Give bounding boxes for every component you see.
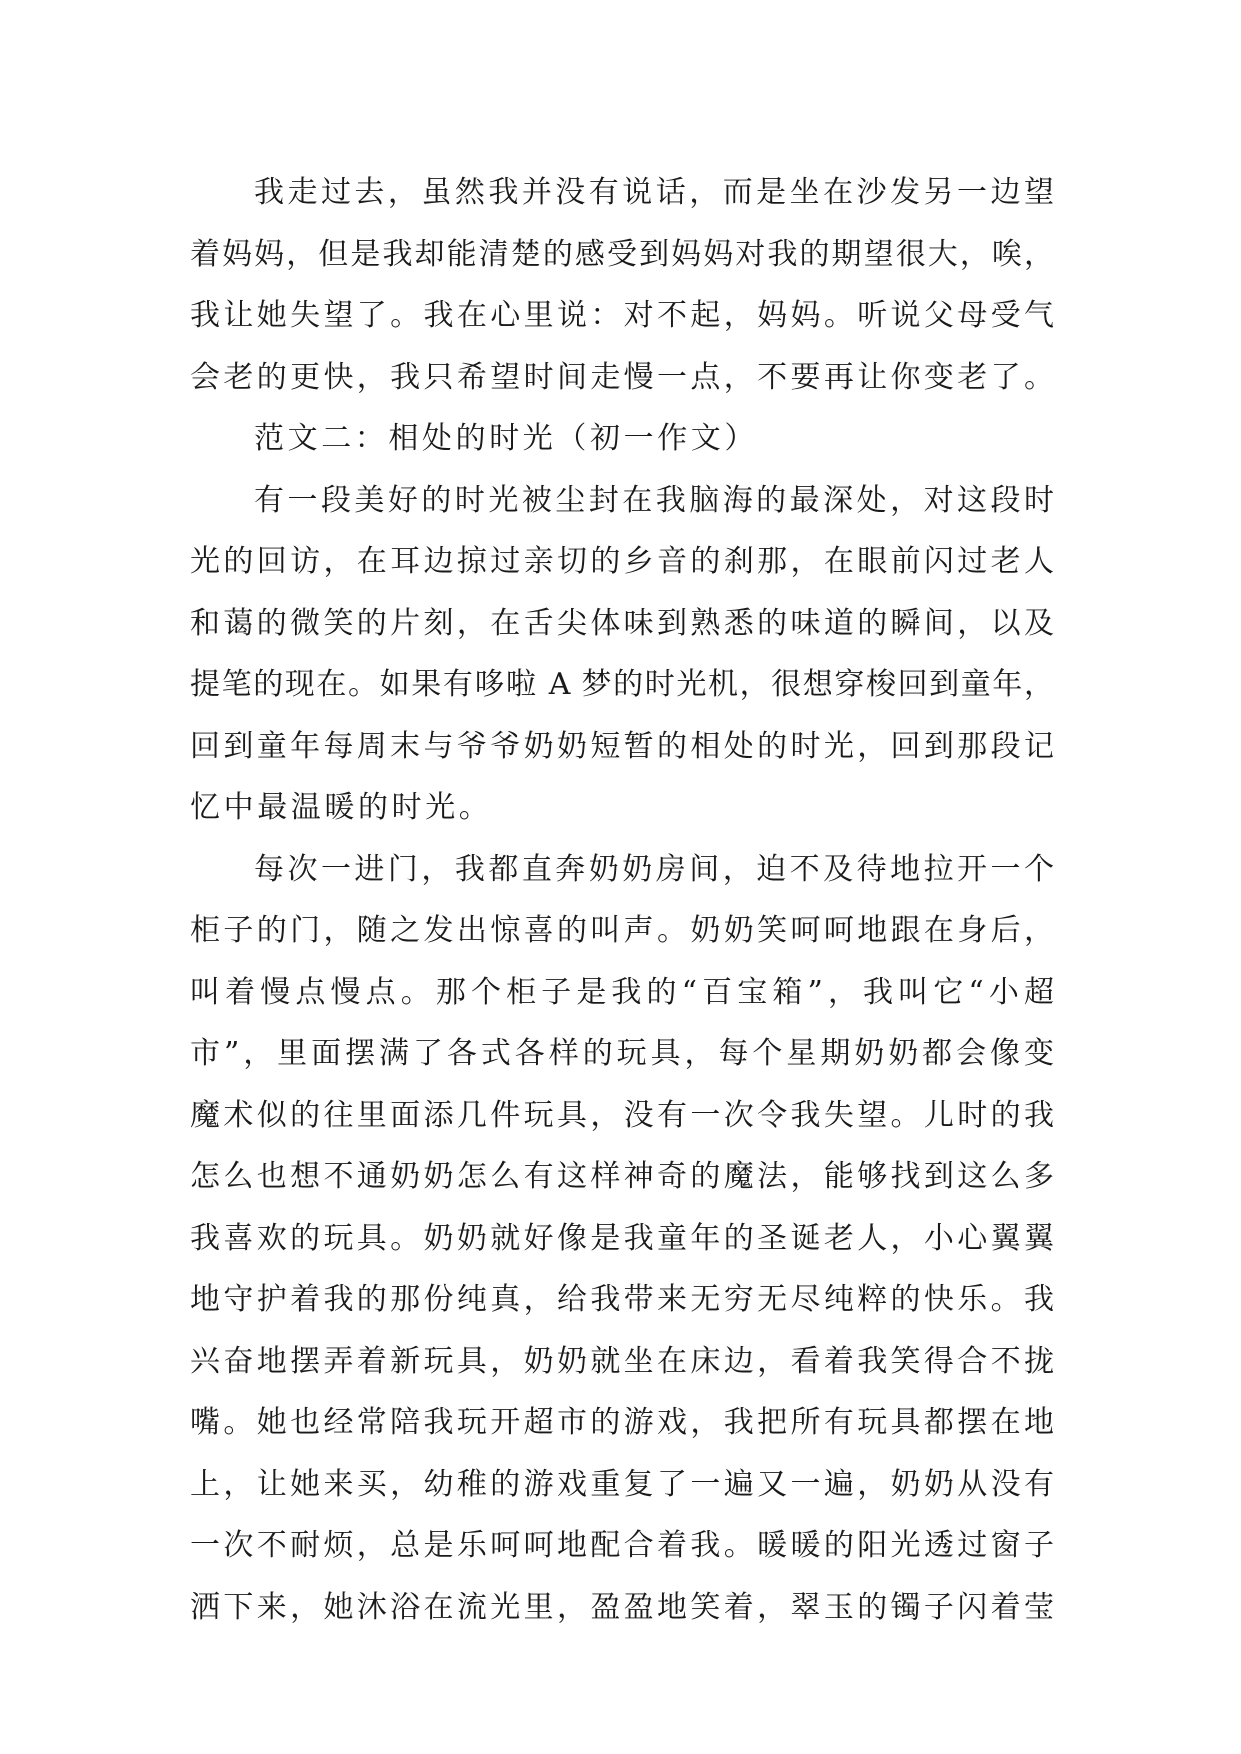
text-line: 我走过去，虽然我并没有说话，而是坐在沙发另一边望 bbox=[254, 175, 1054, 210]
text-line: 会老的更快，我只希望时间走慢一点，不要再让你变老了。 bbox=[190, 359, 1054, 395]
text-line: 有一段美好的时光被尘封在我脑海的最深处，对这段时 bbox=[254, 482, 1054, 518]
body-text bbox=[190, 162, 1054, 1638]
text-line: 提笔的现在。如果有哆啦 A 梦的时光机，很想穿梭回到童年， bbox=[190, 667, 1054, 702]
text-line: 每次一进门，我都直奔奶奶房间，迫不及待地拉开一个 bbox=[254, 851, 1054, 887]
text-line: 嘴。她也经常陪我玩开超市的游戏，我把所有玩具都摆在地 bbox=[190, 1405, 1054, 1440]
text-line: 光的回访，在耳边掠过亲切的乡音的刹那，在眼前闪过老人 bbox=[190, 544, 1054, 579]
text-line: 柜子的门，随之发出惊喜的叫声。奶奶笑呵呵地跟在身后， bbox=[190, 913, 1054, 948]
text-line: 我喜欢的玩具。奶奶就好像是我童年的圣诞老人，小心翼翼 bbox=[190, 1220, 1054, 1256]
text-line: 叫着慢点慢点。那个柜子是我的“百宝箱”，我叫它“小超 bbox=[190, 974, 1054, 1010]
text-line: 怎么也想不通奶奶怎么有这样神奇的魔法，能够找到这么多 bbox=[190, 1159, 1054, 1194]
text-line: 魔术似的往里面添几件玩具，没有一次令我失望。儿时的我 bbox=[190, 1097, 1054, 1133]
text-line: 我让她失望了。我在心里说：对不起，妈妈。听说父母受气 bbox=[190, 298, 1054, 333]
text-line: 洒下来，她沐浴在流光里，盈盈地笑着，翠玉的镯子闪着莹 bbox=[190, 1589, 1054, 1625]
text-line: 兴奋地摆弄着新玩具，奶奶就坐在床边，看着我笑得合不拢 bbox=[190, 1343, 1054, 1379]
text-line: 和蔼的微笑的片刻，在舌尖体味到熟悉的味道的瞬间，以及 bbox=[190, 605, 1054, 641]
text-line: 忆中最温暖的时光。 bbox=[190, 790, 493, 825]
text-line: 回到童年每周末与爷爷奶奶短暂的相处的时光，回到那段记 bbox=[190, 728, 1054, 764]
text-line: 上，让她来买，幼稚的游戏重复了一遍又一遍，奶奶从没有 bbox=[190, 1466, 1054, 1502]
text-line: 一次不耐烦，总是乐呵呵地配合着我。暖暖的阳光透过窗子 bbox=[190, 1528, 1054, 1563]
text-line: 范文二：相处的时光（初一作文） bbox=[254, 421, 758, 456]
text-line: 着妈妈，但是我却能清楚的感受到妈妈对我的期望很大，唉， bbox=[190, 236, 1054, 272]
text-line: 地守护着我的那份纯真，给我带来无穷无尽纯粹的快乐。我 bbox=[190, 1282, 1054, 1317]
text-line: 市”，里面摆满了各式各样的玩具，每个星期奶奶都会像变 bbox=[190, 1036, 1054, 1071]
